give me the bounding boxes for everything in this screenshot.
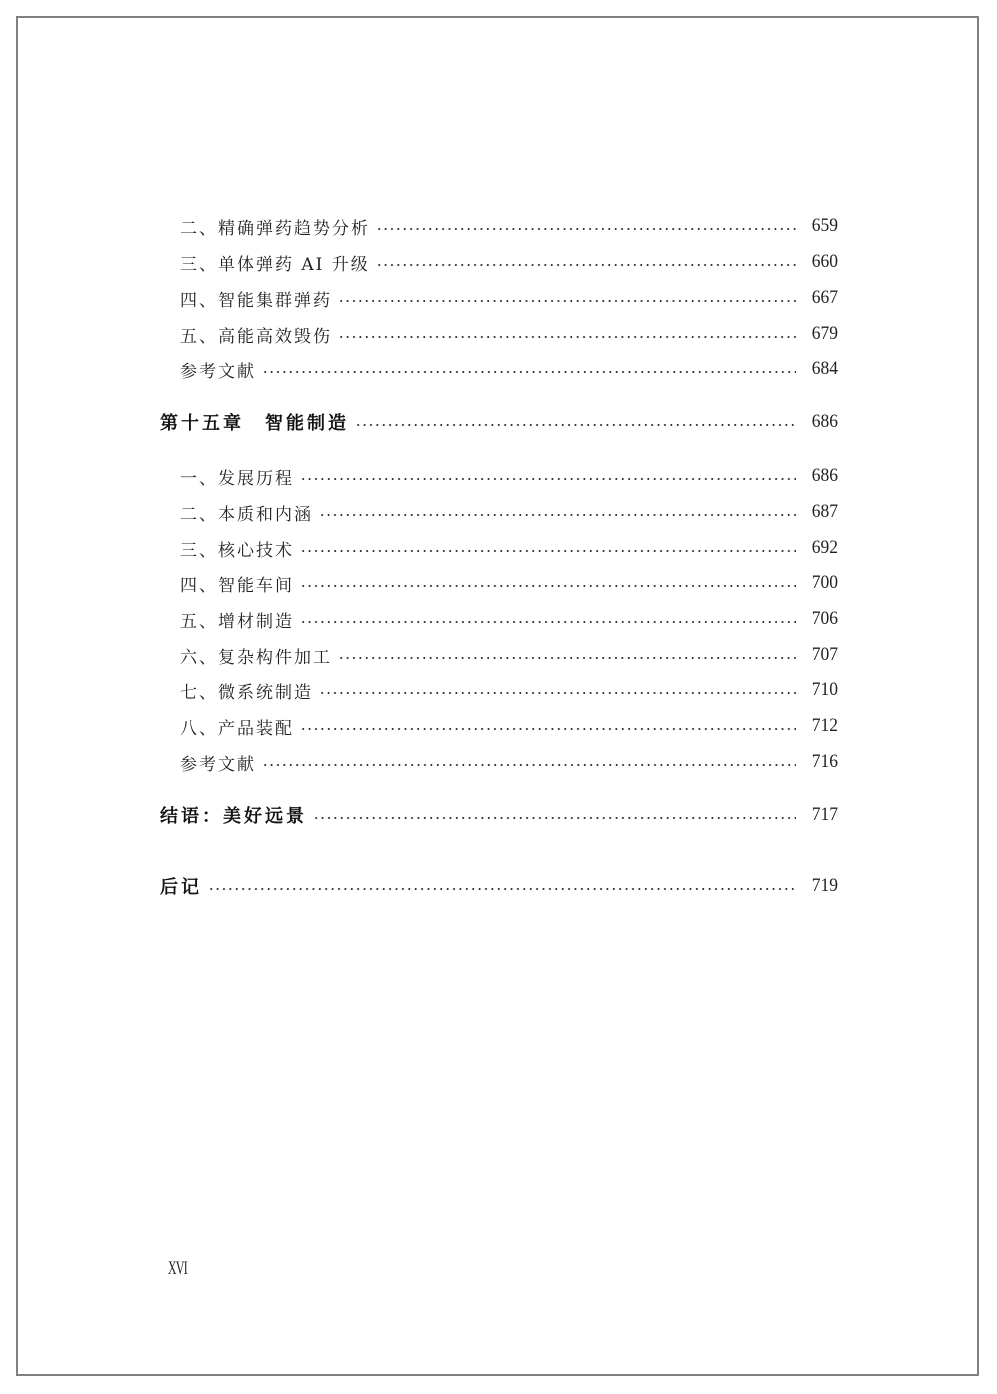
dot-leader (300, 585, 796, 587)
toc-entry-title: 二、本质和内涵 (180, 504, 313, 525)
toc-entry-page: 687 (811, 501, 838, 522)
toc-entry-title: 七、微系统制造 (180, 682, 313, 703)
toc-entry-page: 667 (811, 287, 838, 308)
toc-entry-page: 700 (811, 572, 838, 593)
toc-entry-page: 710 (811, 679, 838, 700)
toc-entry-title: 参考文献 (180, 361, 256, 382)
toc-entry[interactable] (0, 750, 997, 774)
toc-chapter-title: 结语：美好远景 (160, 806, 307, 827)
toc-entry-page: 692 (811, 537, 838, 558)
toc-entry-page: 706 (811, 608, 838, 629)
toc-entry-page: 719 (811, 875, 838, 896)
toc-entry-title: 四、智能集群弹药 (180, 290, 332, 311)
dot-leader (355, 424, 796, 426)
toc-chapter-entry[interactable] (0, 410, 997, 434)
dot-leader (262, 371, 796, 373)
toc-entry-page: 686 (811, 465, 838, 486)
toc-entry[interactable] (0, 464, 997, 488)
dot-leader (376, 264, 796, 266)
dot-leader (319, 692, 796, 694)
toc-entry-page: 684 (811, 358, 838, 379)
toc-entry-title: 四、智能车间 (180, 575, 294, 596)
toc-entry-page: 679 (811, 323, 838, 344)
toc-entry-title: 五、增材制造 (180, 611, 294, 632)
toc-entry[interactable] (0, 571, 997, 595)
toc-entry-page: 707 (811, 644, 838, 665)
toc-chapter-title: 后记 (160, 877, 202, 898)
dot-leader (313, 817, 796, 819)
dot-leader (262, 764, 796, 766)
toc-entry-page: 659 (811, 215, 838, 236)
page-number-folio: XVI (168, 1258, 188, 1279)
dot-leader (338, 300, 796, 302)
toc-entry-title: 三、核心技术 (180, 540, 294, 561)
toc-entry-page: 712 (811, 715, 838, 736)
toc-entry[interactable] (0, 536, 997, 560)
toc-entry[interactable] (0, 357, 997, 381)
toc-entry-title: 二、精确弹药趋势分析 (180, 218, 370, 239)
toc-entry-page: 717 (811, 804, 838, 825)
dot-leader (208, 888, 796, 890)
dot-leader (376, 228, 796, 230)
dot-leader (338, 336, 796, 338)
toc-entry-title: 三、单体弹药 AI 升级 (180, 254, 370, 275)
toc-entry[interactable] (0, 607, 997, 631)
toc-entry[interactable] (0, 678, 997, 702)
toc-entry-page: 660 (811, 251, 838, 272)
dot-leader (300, 478, 796, 480)
dot-leader (300, 621, 796, 623)
toc-entry[interactable] (0, 214, 997, 238)
toc-entry-title: 五、高能高效毁伤 (180, 326, 332, 347)
toc-chapter-entry[interactable] (0, 803, 997, 827)
toc-entry[interactable] (0, 250, 997, 274)
toc-entry[interactable] (0, 714, 997, 738)
toc-entry[interactable] (0, 500, 997, 524)
dot-leader (300, 550, 796, 552)
dot-leader (300, 728, 796, 730)
toc-entry-title: 八、产品装配 (180, 718, 294, 739)
dot-leader (338, 657, 796, 659)
toc-entry-title: 一、发展历程 (180, 468, 294, 489)
toc-entry[interactable] (0, 643, 997, 667)
toc-entry-title: 六、复杂构件加工 (180, 647, 332, 668)
toc-entry-page: 716 (811, 751, 838, 772)
toc-entry[interactable] (0, 286, 997, 310)
toc-entry-page: 686 (811, 411, 838, 432)
dot-leader (319, 514, 796, 516)
toc-entry-title: 参考文献 (180, 754, 256, 775)
toc-entry[interactable] (0, 322, 997, 346)
toc-chapter-entry[interactable] (0, 874, 997, 898)
toc-chapter-title: 第十五章 智能制造 (160, 413, 349, 434)
